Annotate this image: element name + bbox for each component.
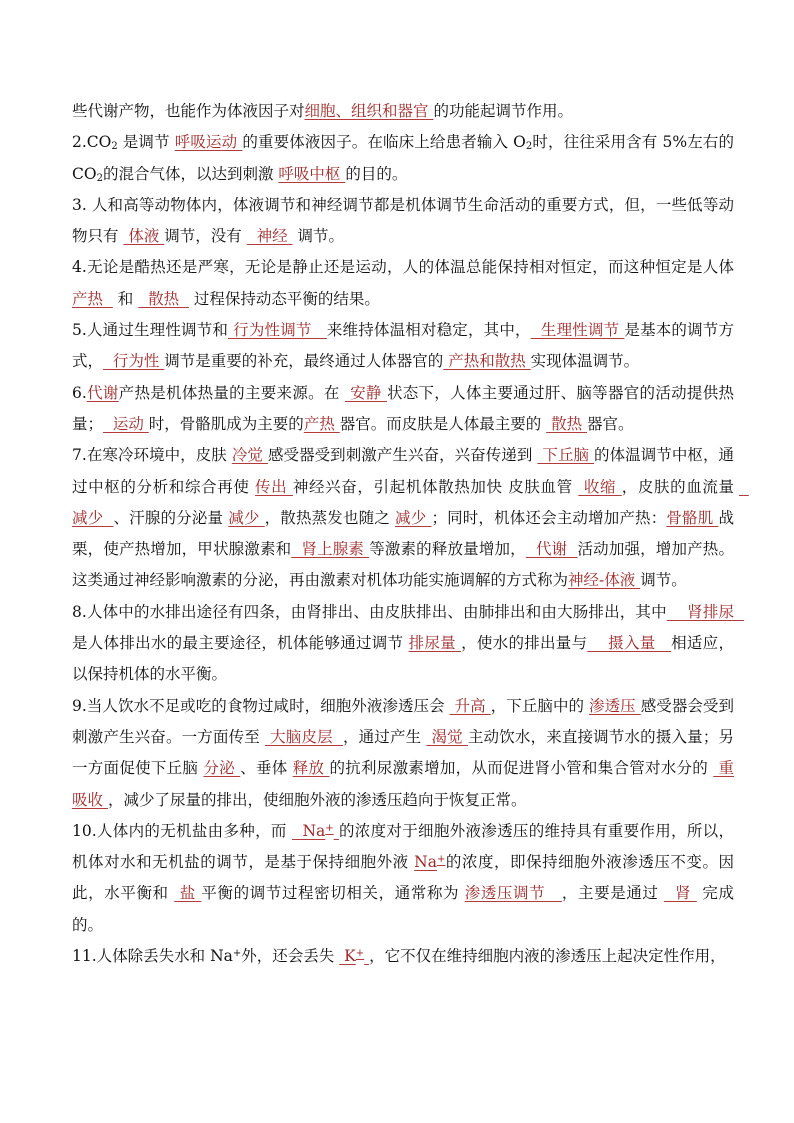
text-run: 6.	[72, 383, 87, 402]
text-run: 调节。	[640, 571, 687, 590]
text-run: 时，往往采用含有 5%左右的 CO	[72, 133, 739, 183]
text-run: 调节，没有	[164, 227, 247, 246]
paragraph-11	[72, 941, 734, 972]
text-run: 外，还会丢失	[241, 947, 340, 966]
paragraph-5	[72, 315, 734, 378]
text-run: 实现体温调节。	[530, 352, 640, 371]
text-run: ；同时，机体还会主动增加产热：	[431, 508, 667, 527]
paragraph-3	[72, 190, 734, 253]
text-run: 感受器会受到刺激产生兴奋。一方面传至	[72, 696, 734, 746]
answer-fill: 传出	[255, 477, 293, 496]
answer-fill: 产热	[72, 289, 113, 308]
text-run: ，使水的排出量与	[461, 634, 588, 653]
text-run: 主动饮水，来直接调节水的摄入量；另一方面促使下丘脑	[72, 727, 734, 778]
answer-fill: 摄入量	[587, 634, 672, 653]
answer-superscript: +	[436, 854, 446, 866]
text-run: 的抗利尿激素增加，从而促进肾小管和集合管对水分的	[329, 759, 714, 778]
text-run: 器官。	[587, 414, 634, 433]
answer-fill: K	[339, 947, 356, 966]
text-run: 和	[112, 289, 139, 308]
answer-fill: 减少	[395, 508, 432, 527]
answer-fill: 释放	[292, 759, 330, 778]
answer-fill: 呼吸中枢	[278, 164, 346, 183]
text-run: 活动加强，增加产热。这类通过神经影响激素的分泌，再由激素对机体功能实施调解的方式称为	[72, 540, 734, 590]
text-run: 时，骨骼肌成为主要的	[148, 414, 304, 433]
paragraph-10	[72, 816, 734, 941]
text-run: 感受器受到刺激产生兴奋，兴奋传递到	[267, 446, 538, 465]
text-run: 战栗，使产热增加，甲状腺激素和	[72, 508, 734, 559]
answer-fill: 骨骼肌	[666, 508, 719, 527]
text-run: 3. 人和高等动物体内，体液调节和神经调节都是机体调节生命活动的重要方式，但，一些低等动物只有	[72, 195, 734, 246]
answer-fill: Na	[414, 853, 437, 872]
text-run: ，通过产生	[342, 727, 427, 746]
text-run: 的混合气体，以达到刺激	[102, 164, 279, 183]
answer-fill: 代谢	[86, 383, 119, 402]
answer-fill: 下丘脑	[537, 446, 595, 465]
answer-fill: 运动	[103, 414, 149, 433]
answer-fill: 细胞、组织和器官	[304, 102, 434, 120]
answer-fill: 散热	[546, 414, 588, 433]
paragraph-8	[72, 597, 744, 691]
subscript: 2	[96, 172, 103, 184]
answer-fill: 升高	[449, 696, 491, 715]
text-run: 的重要体液因子。在临床上给患者输入 O	[242, 133, 526, 152]
answer-fill: 减少	[228, 508, 265, 527]
text-run: ，它不仅在维持细胞内液的渗透压上起决定性作用，	[369, 947, 726, 966]
text-run: 产热是机体热量的主要来源。在	[118, 383, 345, 402]
answer-fill: 肾	[664, 884, 697, 903]
text-run: 完成的。	[72, 884, 734, 934]
paragraph-4	[72, 252, 734, 315]
text-run: 8.人体中的水排出途径有四条，由肾排出、由皮肤排出、由肺排出和由大肠排出，其中	[72, 602, 667, 621]
answer-superscript: +	[325, 822, 334, 834]
paragraph-7	[72, 440, 749, 596]
answer-fill: 呼吸运动	[174, 133, 243, 152]
answer-fill: 重吸收	[72, 759, 734, 809]
answer-fill: 行为性	[103, 352, 165, 371]
text-run: 4.无论是酷热还是严寒，无论是静止还是运动，人的体温总能保持相对恒定，而这种恒定是人体	[72, 258, 734, 277]
subscript: 2	[111, 141, 118, 153]
answer-fill: 分泌	[203, 759, 241, 778]
text-run: 是人体排出水的最主要途径，机体能够通过调节	[72, 634, 409, 653]
superscript: +	[232, 948, 242, 960]
text-run: 调节是重要的补充，最终通过人体器官的	[164, 352, 444, 371]
answer-fill: 生理性调节	[530, 321, 625, 340]
text-run: 等激素的释放量增加，	[369, 540, 526, 559]
document-page	[72, 96, 749, 972]
text-run: 过程保持动态平衡的结果。	[188, 289, 380, 308]
text-run: ，皮肤的血流量	[621, 477, 739, 496]
text-run: ，主要是通过	[561, 884, 665, 903]
answer-fill: 散热	[138, 289, 189, 308]
text-run: 10.人体内的无机盐由多种，而	[72, 821, 292, 840]
answer-superscript: +	[355, 948, 365, 960]
answer-fill: 渗透压调节	[464, 884, 562, 903]
text-run: 是基本的调节方式，	[72, 321, 734, 371]
text-run: 、垂体	[240, 759, 293, 778]
answer-fill: 大脑皮层	[265, 727, 343, 746]
text-run: 的浓度对于细胞外液渗透压的维持具有重要作用，所以，机体对水和无机盐的调节，是基于保持细胞外液	[72, 821, 734, 872]
answer-fill: 渴觉	[426, 727, 468, 746]
answer-fill: 收缩	[578, 477, 622, 496]
text-run: ，下丘脑中的	[490, 696, 590, 715]
paragraph-2	[72, 127, 739, 190]
text-run: 5.人通过生理性调节和	[72, 321, 229, 340]
text-run: ，减少了尿量的排出，使细胞外液的渗透压趋向于恢复正常。	[107, 790, 527, 809]
text-run: 7.在寒冷环境中，皮肤	[72, 446, 232, 465]
answer-fill: 产热	[303, 414, 340, 433]
text-run: 相适应，以保持机体的水平衡。	[72, 634, 734, 684]
text-run: 的功能起调节作用。	[433, 102, 573, 120]
answer-fill: Na	[292, 821, 326, 840]
text-run: ，散热蒸发也随之	[264, 508, 396, 527]
answer-fill: 体液	[123, 227, 165, 246]
answer-fill: 神经	[246, 227, 293, 246]
text-run: 2.CO	[72, 133, 112, 152]
answer-fill: 代谢	[525, 540, 578, 559]
text-run: 9.当人饮水不足或吃的食物过咸时，细胞外液渗透压会	[72, 696, 450, 715]
text-run: 来维持体温相对稳定，其中，	[326, 321, 531, 340]
text-run: 器官。而皮肤是人体最主要的	[339, 414, 547, 433]
answer-fill: 行为性调节	[228, 321, 327, 340]
text-run: 神经兴奋，引起机体散热加快 皮肤血管	[292, 477, 579, 496]
answer-fill: 减少	[72, 477, 749, 527]
text-run: 是调节	[117, 133, 175, 152]
text-run: 些代谢产物，也能作为体液因子对	[72, 102, 305, 120]
text-run: 的目的。	[345, 164, 408, 183]
paragraph-1	[72, 96, 734, 127]
answer-fill: 渗透压	[589, 696, 641, 715]
text-run: 、汗腺的分泌量	[113, 508, 229, 527]
answer-fill: 产热和散热	[443, 352, 531, 371]
answer-fill: 肾排尿	[666, 602, 744, 621]
text-run: 的体温调节中枢，通过中枢的分析和综合再使	[72, 446, 734, 496]
text-run: 平衡的调节过程密切相关，通常称为	[201, 884, 465, 903]
subscript: 2	[525, 141, 533, 153]
answer-fill: 盐	[174, 884, 202, 903]
answer-fill: 安静	[344, 383, 387, 402]
paragraph-6	[72, 378, 734, 441]
text-run: 的浓度，即保持细胞外液渗透压不变。因此，水平衡和	[72, 853, 734, 903]
text-run: 状态下，人体主要通过肝、脑等器官的活动提供热量；	[72, 383, 734, 433]
answer-fill: 肾上腺素	[291, 540, 370, 559]
text-run: 11.人体除丢失水和 Na	[72, 947, 233, 966]
text-run: 调节。	[292, 227, 344, 246]
answer-fill: 神经-体液	[568, 571, 641, 590]
answer-fill: 冷觉	[231, 446, 268, 465]
answer-fill: 排尿量	[408, 634, 462, 653]
paragraph-9	[72, 691, 734, 816]
